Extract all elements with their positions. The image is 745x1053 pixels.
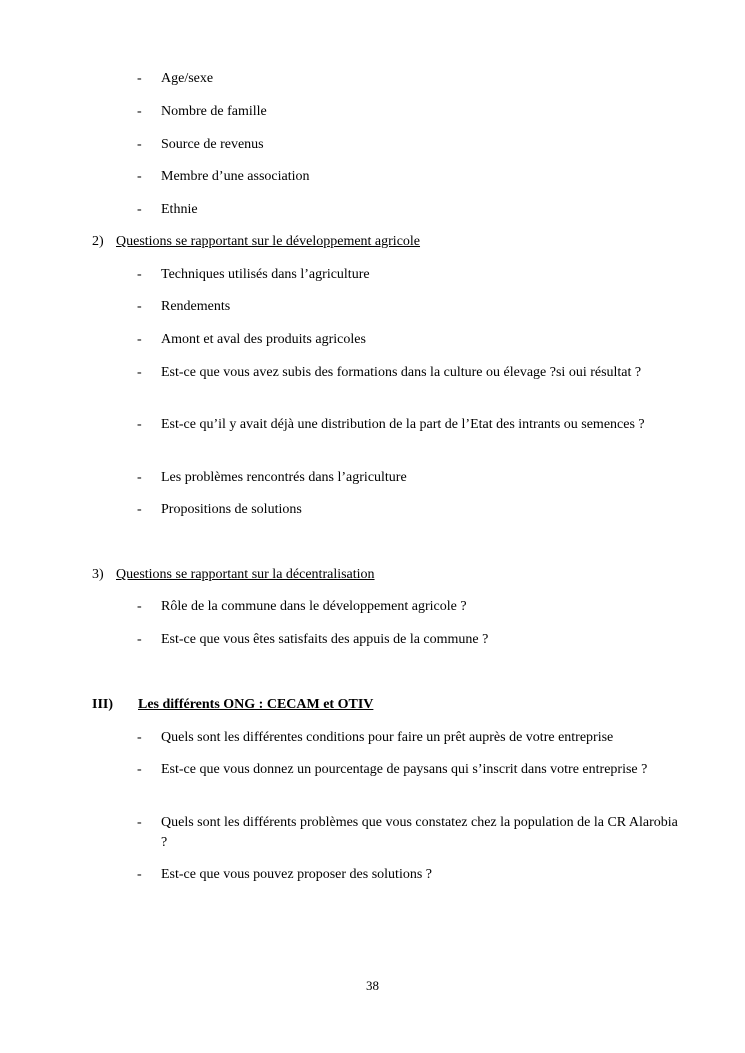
list-item <box>137 630 682 650</box>
list-item <box>137 297 682 317</box>
section-number: 2) <box>92 234 104 249</box>
list-item <box>137 415 682 435</box>
bullet-dash: - <box>137 332 142 347</box>
list-item-text: Les problèmes rencontrés dans l’agriculture <box>161 470 407 485</box>
bullet-dash: - <box>137 599 142 614</box>
bullet-dash: - <box>137 299 142 314</box>
list-item-text: Est-ce que vous avez subis des formations dans la culture ou élevage ?si oui résultat ? <box>161 365 642 380</box>
list-item <box>137 102 682 122</box>
list-item <box>137 468 682 488</box>
bullet-dash: - <box>137 815 142 830</box>
list-item-text: Propositions de solutions <box>161 502 302 517</box>
list-item <box>137 728 682 748</box>
section-number: 3) <box>92 567 104 582</box>
bullet-dash: - <box>137 365 142 380</box>
section-heading-3 <box>92 565 375 585</box>
list-item-text: Membre d’une association <box>161 169 310 184</box>
bullet-dash: - <box>137 417 142 432</box>
list-item-text: Quels sont les différentes conditions pour faire un prêt auprès de votre entreprise <box>161 730 614 745</box>
section-title: Questions se rapportant sur la décentralisation <box>116 567 375 582</box>
list-item <box>137 330 682 350</box>
list-item-text: Age/sexe <box>161 71 214 86</box>
list-item-text: Est-ce que vous pouvez proposer des solutions ? <box>161 867 432 882</box>
list-item-text: Techniques utilisés dans l’agriculture <box>161 267 370 282</box>
bullet-dash: - <box>137 169 142 184</box>
bullet-dash: - <box>137 867 142 882</box>
list-item-text: Est-ce qu’il y avait déjà une distribution de la part de l’Etat des intrants ou semences ? <box>161 417 645 432</box>
page-number: 38 <box>366 978 379 993</box>
bullet-dash: - <box>137 202 142 217</box>
list-item <box>137 760 682 780</box>
list-item-text: Source de revenus <box>161 137 264 152</box>
list-item <box>137 135 682 155</box>
list-item <box>137 167 682 187</box>
list-item-text: Est-ce que vous êtes satisfaits des appuis de la commune ? <box>161 632 489 647</box>
list-item-text: Amont et aval des produits agricoles <box>161 332 366 347</box>
list-item-text: Rôle de la commune dans le développement agricole ? <box>161 599 467 614</box>
list-item <box>137 813 682 853</box>
list-item-text: Est-ce que vous donnez un pourcentage de paysans qui s’inscrit dans votre entreprise ? <box>161 762 648 777</box>
list-item <box>137 865 682 885</box>
bullet-dash: - <box>137 267 142 282</box>
list-item-text: Rendements <box>161 299 231 314</box>
bullet-dash: - <box>137 71 142 86</box>
list-item <box>137 265 682 285</box>
list-item-text: Quels sont les différents problèmes que vous constatez chez la population de la CR Alarobia ? <box>161 815 678 850</box>
list-item <box>137 69 682 89</box>
section-heading-2 <box>92 232 420 252</box>
bullet-dash: - <box>137 137 142 152</box>
list-item <box>137 363 682 383</box>
bullet-dash: - <box>137 632 142 647</box>
bullet-dash: - <box>137 104 142 119</box>
section-title: Questions se rapportant sur le développement agricole <box>116 234 421 249</box>
list-item-text: Nombre de famille <box>161 104 267 119</box>
list-item <box>137 500 682 520</box>
section-heading-III <box>92 695 373 715</box>
bullet-dash: - <box>137 762 142 777</box>
list-item <box>137 200 682 220</box>
section-title: Les différents ONG : CECAM et OTIV <box>138 697 374 712</box>
bullet-dash: - <box>137 502 142 517</box>
section-number: III) <box>92 697 114 712</box>
bullet-dash: - <box>137 730 142 745</box>
list-item-text: Ethnie <box>161 202 198 217</box>
list-item <box>137 597 682 617</box>
bullet-dash: - <box>137 470 142 485</box>
